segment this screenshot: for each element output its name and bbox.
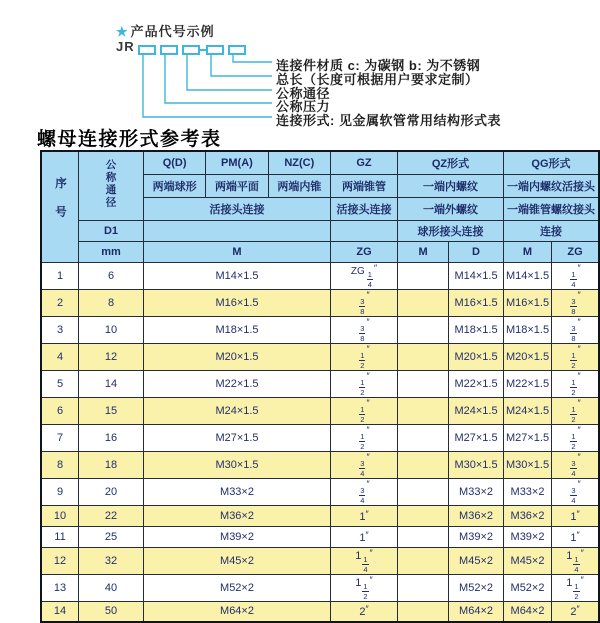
header-row-units [41, 241, 599, 262]
cell-serial: 10 [41, 505, 79, 526]
header-qz-desc1: 一端内螺纹 [397, 174, 503, 197]
header-qg-desc3: 连接 [503, 220, 599, 241]
cell-gz-zg: ZG $\frac{1}{4}$ ″ [331, 262, 398, 289]
cell-dn: 8 [79, 289, 144, 316]
cell-qg-zg: 1 $\frac{1}{2}$ ″ [552, 574, 599, 601]
cell-gz-zg: 1″ [331, 505, 398, 526]
cell-qg-zg: $\frac{1}{2}$ ″ [552, 397, 599, 424]
cell-dn: 16 [79, 424, 144, 451]
cell-qz-m [397, 478, 448, 505]
star-icon: ★ [116, 24, 129, 39]
cell-gz-zg: 1 $\frac{1}{2}$ ″ [331, 574, 398, 601]
table-row [41, 451, 599, 478]
header-zg: ZG [331, 241, 398, 262]
cell-serial: 8 [41, 451, 79, 478]
cell-qz-d: M18×1.5 [449, 316, 504, 343]
code-box [229, 46, 245, 54]
nut-connection-reference-table [40, 150, 600, 623]
header-row-desc3 [41, 220, 599, 241]
cell-qg-zg: $\frac{3}{4}$ ″ [552, 478, 599, 505]
diagram-title-text: 产品代号示例 [130, 24, 215, 39]
cell-gz-zg: $\frac{3}{8}$ ″ [331, 289, 398, 316]
cell-serial: 9 [41, 478, 79, 505]
cell-qg-m: M45×2 [503, 547, 551, 574]
header-qg: QG形式 [503, 151, 599, 174]
cell-qg-m: M20×1.5 [503, 343, 551, 370]
cell-serial: 6 [41, 397, 79, 424]
cell-serial: 14 [41, 601, 79, 622]
header-nz: NZ(C) [268, 151, 330, 174]
label-total-length: 总长（长度可根据用户要求定制） [276, 72, 479, 87]
cell-qz-m [397, 574, 448, 601]
cell-qz-m [397, 505, 448, 526]
cell-qz-m [397, 262, 448, 289]
code-box [139, 46, 155, 54]
cell-qg-zg: 1″ [552, 526, 599, 547]
header-m: M [144, 241, 331, 262]
cell-dn: 20 [79, 478, 144, 505]
cell-gz-zg: 1 $\frac{1}{4}$ ″ [331, 547, 398, 574]
header-serial [41, 151, 79, 262]
cell-qz-d: M33×2 [449, 478, 504, 505]
header-gz-desc: 两端锥管 [331, 174, 398, 197]
header-gz: GZ [331, 151, 398, 174]
cell-dn: 40 [79, 574, 144, 601]
cell-gz-zg: $\frac{3}{4}$ ″ [331, 451, 398, 478]
cell-qg-m: M33×2 [503, 478, 551, 505]
cell-qg-zg: $\frac{1}{2}$ ″ [552, 370, 599, 397]
cell-qz-d: M20×1.5 [449, 343, 504, 370]
cell-gz-zg: $\frac{3}{4}$ ″ [331, 478, 398, 505]
cell-qg-m: M22×1.5 [503, 370, 551, 397]
cell-qz-m [397, 526, 448, 547]
label-nominal-diameter: 公称通径 [276, 86, 331, 101]
cell-qg-zg: $\frac{1}{2}$ ″ [552, 343, 599, 370]
cell-m-thread: M14×1.5 [144, 262, 331, 289]
table-row [41, 547, 599, 574]
label-connection-form: 连接形式: 见金属软管常用结构形式表 [276, 113, 501, 128]
cell-serial: 13 [41, 574, 79, 601]
cell-qz-m [397, 547, 448, 574]
header-pm-desc: 两端平面 [206, 174, 268, 197]
cell-m-thread: M27×1.5 [144, 424, 331, 451]
cell-dn: 14 [79, 370, 144, 397]
cell-qg-m: M18×1.5 [503, 316, 551, 343]
cell-m-thread: M20×1.5 [144, 343, 331, 370]
cell-qg-m: M39×2 [503, 526, 551, 547]
table-row [41, 262, 599, 289]
cell-qz-d: M64×2 [449, 601, 504, 622]
cell-serial: 11 [41, 526, 79, 547]
cell-gz-zg: $\frac{1}{2}$ ″ [331, 397, 398, 424]
cell-qg-m: M16×1.5 [503, 289, 551, 316]
cell-m-thread: M30×1.5 [144, 451, 331, 478]
cell-serial: 5 [41, 370, 79, 397]
header-pm: PM(A) [206, 151, 268, 174]
cell-qz-m [397, 424, 448, 451]
cell-gz-zg: $\frac{1}{2}$ ″ [331, 343, 398, 370]
cell-m-thread: M45×2 [144, 547, 331, 574]
cell-qg-m: M36×2 [503, 505, 551, 526]
cell-qg-zg: $\frac{3}{4}$ ″ [552, 451, 599, 478]
table-row [41, 526, 599, 547]
header-sub-m2: M [503, 241, 551, 262]
cell-qg-zg: $\frac{1}{2}$ ″ [552, 424, 599, 451]
cell-serial: 4 [41, 343, 79, 370]
cell-qg-m: M14×1.5 [503, 262, 551, 289]
header-q: Q(D) [144, 151, 206, 174]
header-qg-desc1: 一端内螺纹活接头 [503, 174, 599, 197]
header-qg-desc2: 一端锥管螺纹接头 [503, 197, 599, 220]
cell-qg-m: M30×1.5 [503, 451, 551, 478]
table-row [41, 478, 599, 505]
code-box [161, 46, 177, 54]
cell-m-thread: M33×2 [144, 478, 331, 505]
header-blank-left [144, 220, 331, 241]
cell-qz-m [397, 343, 448, 370]
cell-m-thread: M22×1.5 [144, 370, 331, 397]
table-row [41, 424, 599, 451]
cell-qz-d: M36×2 [449, 505, 504, 526]
header-qz-desc3: 球形接头连接 [397, 220, 503, 241]
cell-qz-d: M39×2 [449, 526, 504, 547]
cell-gz-zg: 1″ [331, 526, 398, 547]
header-sub-d: D [449, 241, 504, 262]
cell-qg-zg: 1″ [552, 505, 599, 526]
cell-qz-d: M24×1.5 [449, 397, 504, 424]
header-nz-desc: 两端内锥 [268, 174, 330, 197]
cell-m-thread: M52×2 [144, 574, 331, 601]
header-sub-zg: ZG [552, 241, 599, 262]
code-box [183, 46, 199, 54]
table-title: 螺母连接形式参考表 [37, 128, 222, 150]
table-row [41, 397, 599, 424]
cell-dn: 32 [79, 547, 144, 574]
cell-dn: 15 [79, 397, 144, 424]
cell-dn: 50 [79, 601, 144, 622]
header-union-connection-gz: 活接头连接 [331, 197, 398, 220]
cell-serial: 2 [41, 289, 79, 316]
cell-qz-m [397, 397, 448, 424]
cell-qg-zg: $\frac{1}{4}$ ″ [552, 262, 599, 289]
cell-qg-zg: 2″ [552, 601, 599, 622]
cell-gz-zg: $\frac{3}{8}$ ″ [331, 316, 398, 343]
cell-qz-m [397, 316, 448, 343]
cell-dn: 18 [79, 451, 144, 478]
header-row-types [41, 151, 599, 174]
cell-dn: 10 [79, 316, 144, 343]
cell-qz-m [397, 451, 448, 478]
code-prefix: JR [116, 39, 135, 54]
label-nominal-pressure: 公称压力 [276, 99, 331, 114]
header-diameter-text: 公称通径 [104, 159, 117, 210]
cell-qg-zg: $\frac{3}{8}$ ″ [552, 289, 599, 316]
header-serial-text: 序号 [54, 176, 66, 234]
cell-qz-d: M27×1.5 [449, 424, 504, 451]
table-row [41, 505, 599, 526]
cell-m-thread: M64×2 [144, 601, 331, 622]
table-row [41, 289, 599, 316]
cell-dn: 6 [79, 262, 144, 289]
header-sub-m1: M [397, 241, 448, 262]
header-blank-gz [331, 220, 398, 241]
cell-gz-zg: 2″ [331, 601, 398, 622]
cell-m-thread: M39×2 [144, 526, 331, 547]
connector-line [211, 54, 272, 76]
cell-qg-m: M64×2 [503, 601, 551, 622]
cell-m-thread: M36×2 [144, 505, 331, 526]
cell-qz-d: M45×2 [449, 547, 504, 574]
header-qz: QZ形式 [397, 151, 503, 174]
cell-qg-m: M52×2 [503, 574, 551, 601]
table-row [41, 574, 599, 601]
cell-gz-zg: $\frac{1}{2}$ ″ [331, 424, 398, 451]
cell-dn: 25 [79, 526, 144, 547]
connector-line [233, 54, 272, 62]
cell-qz-d: M16×1.5 [449, 289, 504, 316]
cell-qz-d: M52×2 [449, 574, 504, 601]
cell-gz-zg: $\frac{1}{2}$ ″ [331, 370, 398, 397]
cell-m-thread: M18×1.5 [144, 316, 331, 343]
cell-serial: 3 [41, 316, 79, 343]
table-row [41, 601, 599, 622]
connector-line [187, 54, 272, 90]
cell-serial: 7 [41, 424, 79, 451]
cell-serial: 12 [41, 547, 79, 574]
cell-qg-m: M24×1.5 [503, 397, 551, 424]
cell-qz-m [397, 370, 448, 397]
cell-qg-m: M27×1.5 [503, 424, 551, 451]
code-box [207, 46, 223, 54]
cell-serial: 1 [41, 262, 79, 289]
header-qz-desc2: 一端外螺纹 [397, 197, 503, 220]
header-mm: mm [79, 241, 144, 262]
cell-qz-m [397, 289, 448, 316]
header-q-desc: 两端球形 [144, 174, 206, 197]
header-union-connection: 活接头连接 [144, 197, 331, 220]
cell-qg-zg: 1 $\frac{1}{4}$ ″ [552, 547, 599, 574]
cell-qz-d: M30×1.5 [449, 451, 504, 478]
table-row [41, 343, 599, 370]
cell-qz-m [397, 601, 448, 622]
table-row [41, 316, 599, 343]
header-d1: D1 [79, 220, 144, 241]
cell-qz-d: M22×1.5 [449, 370, 504, 397]
cell-m-thread: M24×1.5 [144, 397, 331, 424]
cell-dn: 22 [79, 505, 144, 526]
cell-qg-zg: $\frac{3}{8}$ ″ [552, 316, 599, 343]
table-row [41, 370, 599, 397]
header-diameter [79, 151, 144, 220]
connector-line [143, 54, 272, 117]
label-connector-material: 连接件材质 c: 为碳钢 b: 为不锈钢 [276, 58, 481, 73]
cell-m-thread: M16×1.5 [144, 289, 331, 316]
cell-dn: 12 [79, 343, 144, 370]
cell-qz-d: M14×1.5 [449, 262, 504, 289]
